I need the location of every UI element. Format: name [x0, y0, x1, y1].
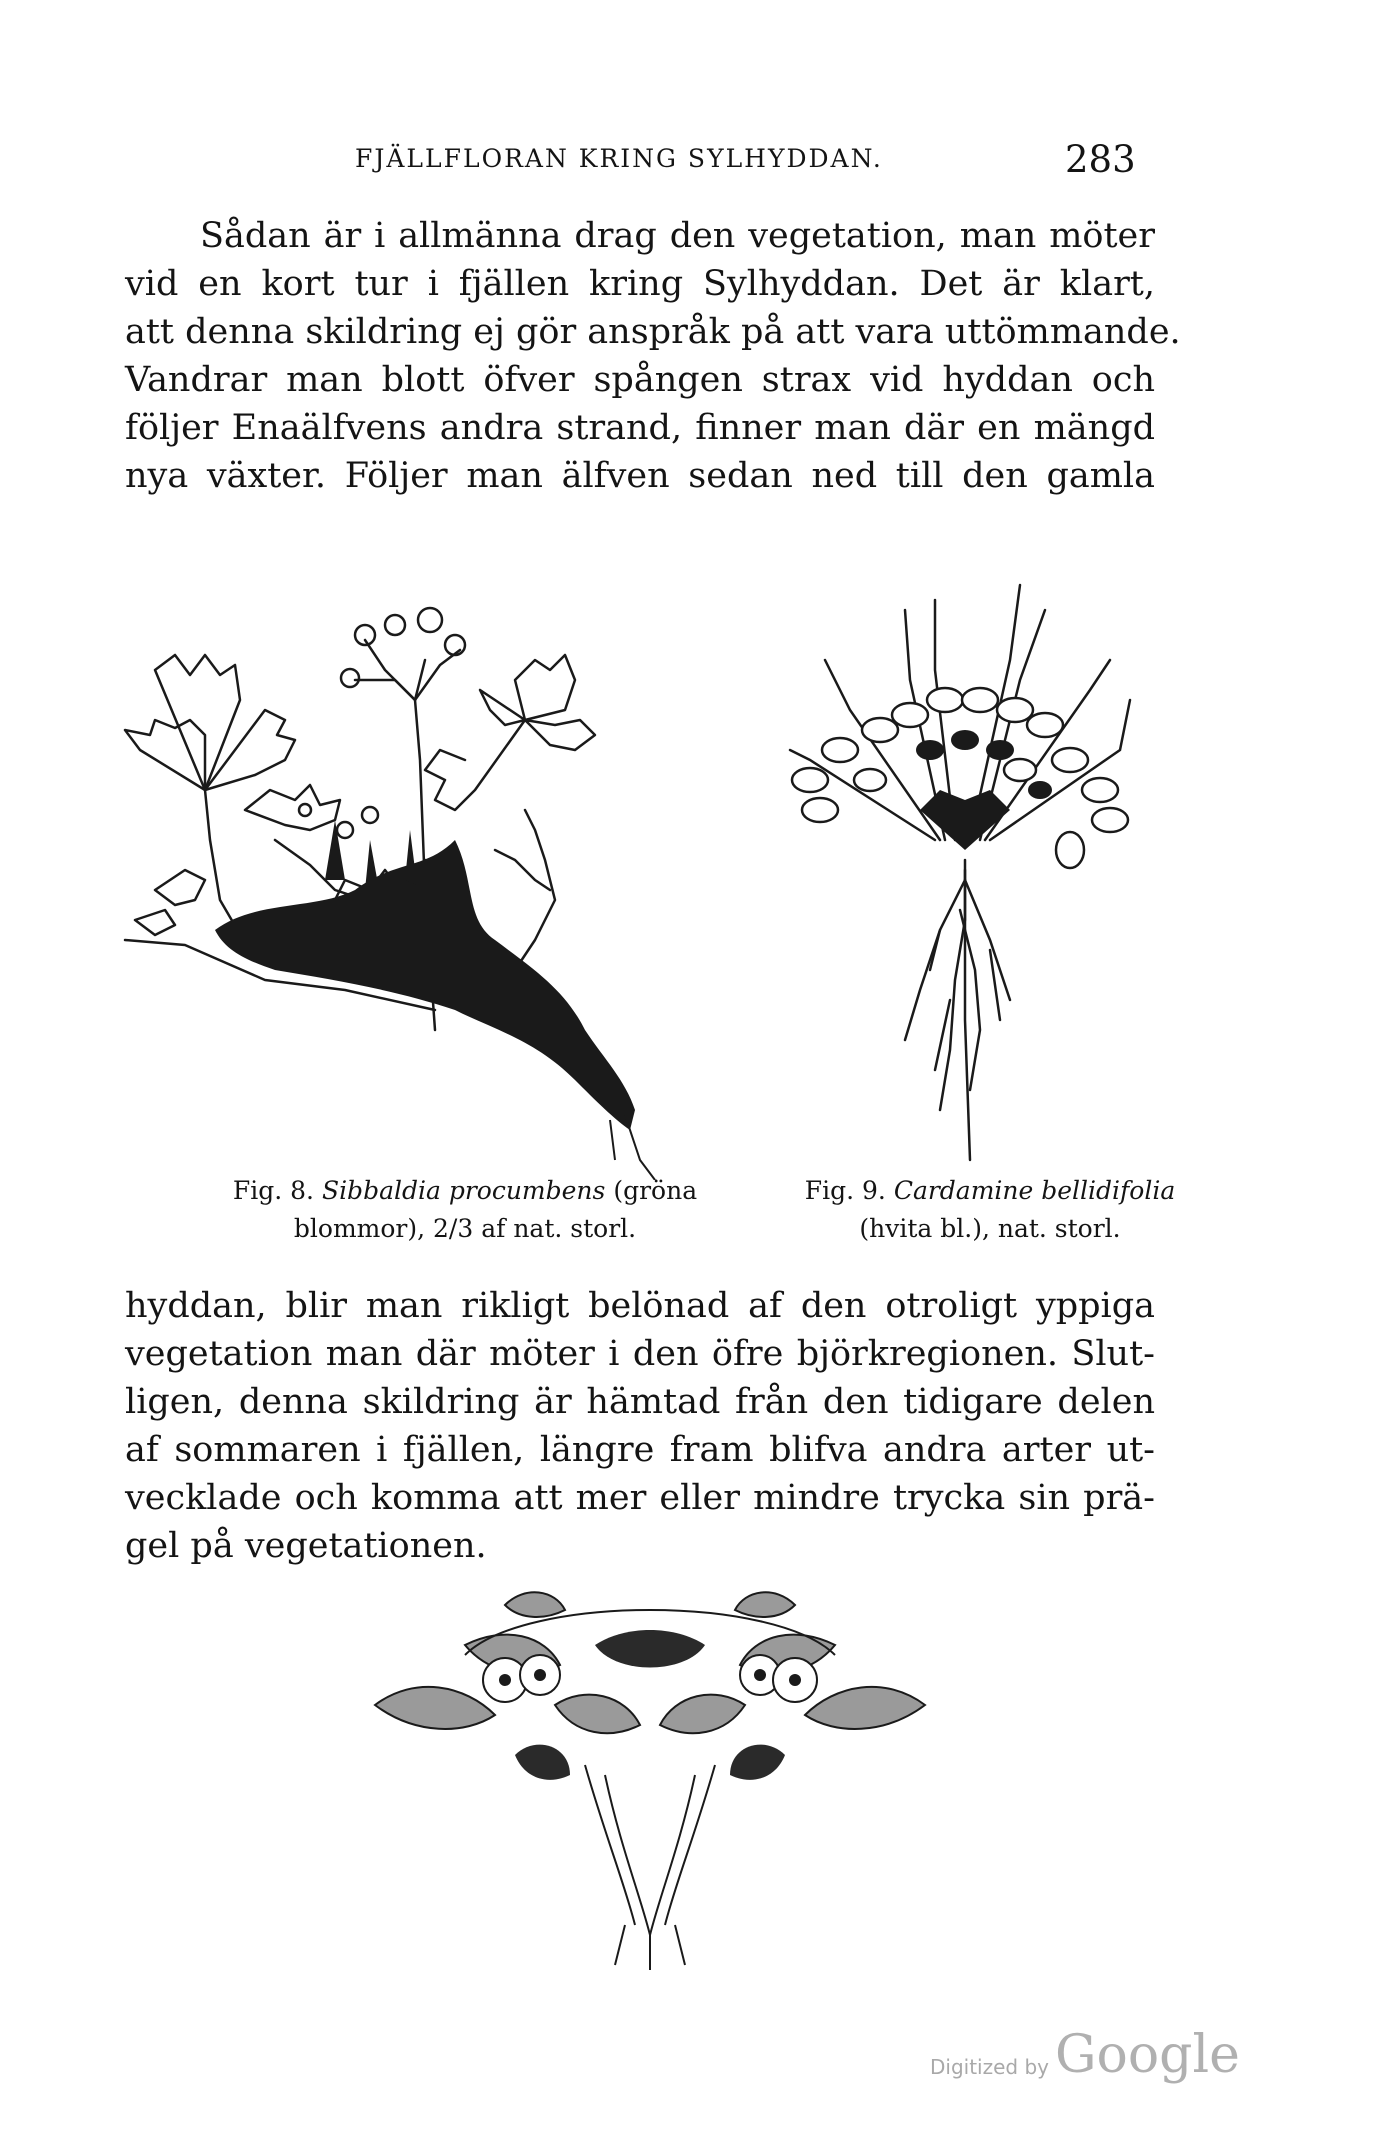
- figure-9-number: Fig. 9.: [804, 1176, 886, 1205]
- text-line: vecklade och komma att mer eller mindre trycka sin prä-: [125, 1478, 1155, 1518]
- text-line: nya växter. Följer man älfven sedan ned till den gamla: [125, 456, 1155, 496]
- paragraph-1: [125, 212, 1181, 500]
- text-line: af sommaren i fjällen, längre fram blifva andra arter ut-: [125, 1430, 1155, 1470]
- text-line: vegetation man där möter i den öfre björkregionen. Slut-: [125, 1334, 1155, 1374]
- figure-8-species: Sibbaldia procumbens: [321, 1176, 606, 1205]
- figure-9-caption-line-2: (hvita bl.), nat. storl.: [859, 1214, 1121, 1243]
- watermark-prefix: Digitized by: [930, 2055, 1049, 2079]
- text-line: hyddan, blir man rikligt belönad af den otroligt yppiga: [125, 1286, 1155, 1326]
- text-line: Vandrar man blott öfver spången strax vid hyddan och: [125, 360, 1155, 400]
- page-number: 283: [1065, 138, 1136, 181]
- figure-8-note-open: (gröna: [613, 1176, 698, 1205]
- paragraph-2: [125, 1282, 1155, 1570]
- figure-8-fraction: 2/3: [433, 1214, 474, 1243]
- figure-8-caption: [185, 1172, 745, 1248]
- running-head: [0, 138, 1400, 181]
- figure-8-caption-line-1: [185, 1172, 745, 1210]
- cardamine-illustration: [770, 550, 1190, 1180]
- figure-8-caption-line-2: [185, 1210, 745, 1248]
- text-line: ligen, denna skildring är hämtad från den tidigare delen: [125, 1382, 1155, 1422]
- text-line: att denna skildring ej gör anspråk på att vara uttömmande.: [125, 312, 1181, 352]
- text-line: gel på vegetationen.: [125, 1526, 487, 1566]
- figure-9-species: Cardamine bellidifolia: [893, 1176, 1176, 1205]
- watermark-brand: Google: [1055, 2025, 1240, 2085]
- running-title: FJÄLLFLORAN KRING SYLHYDDAN.: [355, 144, 883, 173]
- text-line: följer Enaälfvens andra strand, finner man där en mängd: [125, 408, 1155, 448]
- figure-9-caption-line-1: [780, 1172, 1200, 1210]
- text-line: vid en kort tur i fjällen kring Sylhyddan. Det är klart,: [125, 264, 1155, 304]
- figure-9-caption: [780, 1172, 1200, 1248]
- figure-8-line2-a: blommor),: [293, 1214, 426, 1243]
- floral-vignette: [355, 1585, 945, 1975]
- text-line: Sådan är i allmänna drag den vegetation, man möter: [200, 216, 1155, 256]
- sibbaldia-illustration: [95, 560, 755, 1180]
- figure-8-number: Fig. 8.: [232, 1176, 314, 1205]
- figure-8-line2-b: af nat. storl.: [481, 1214, 637, 1243]
